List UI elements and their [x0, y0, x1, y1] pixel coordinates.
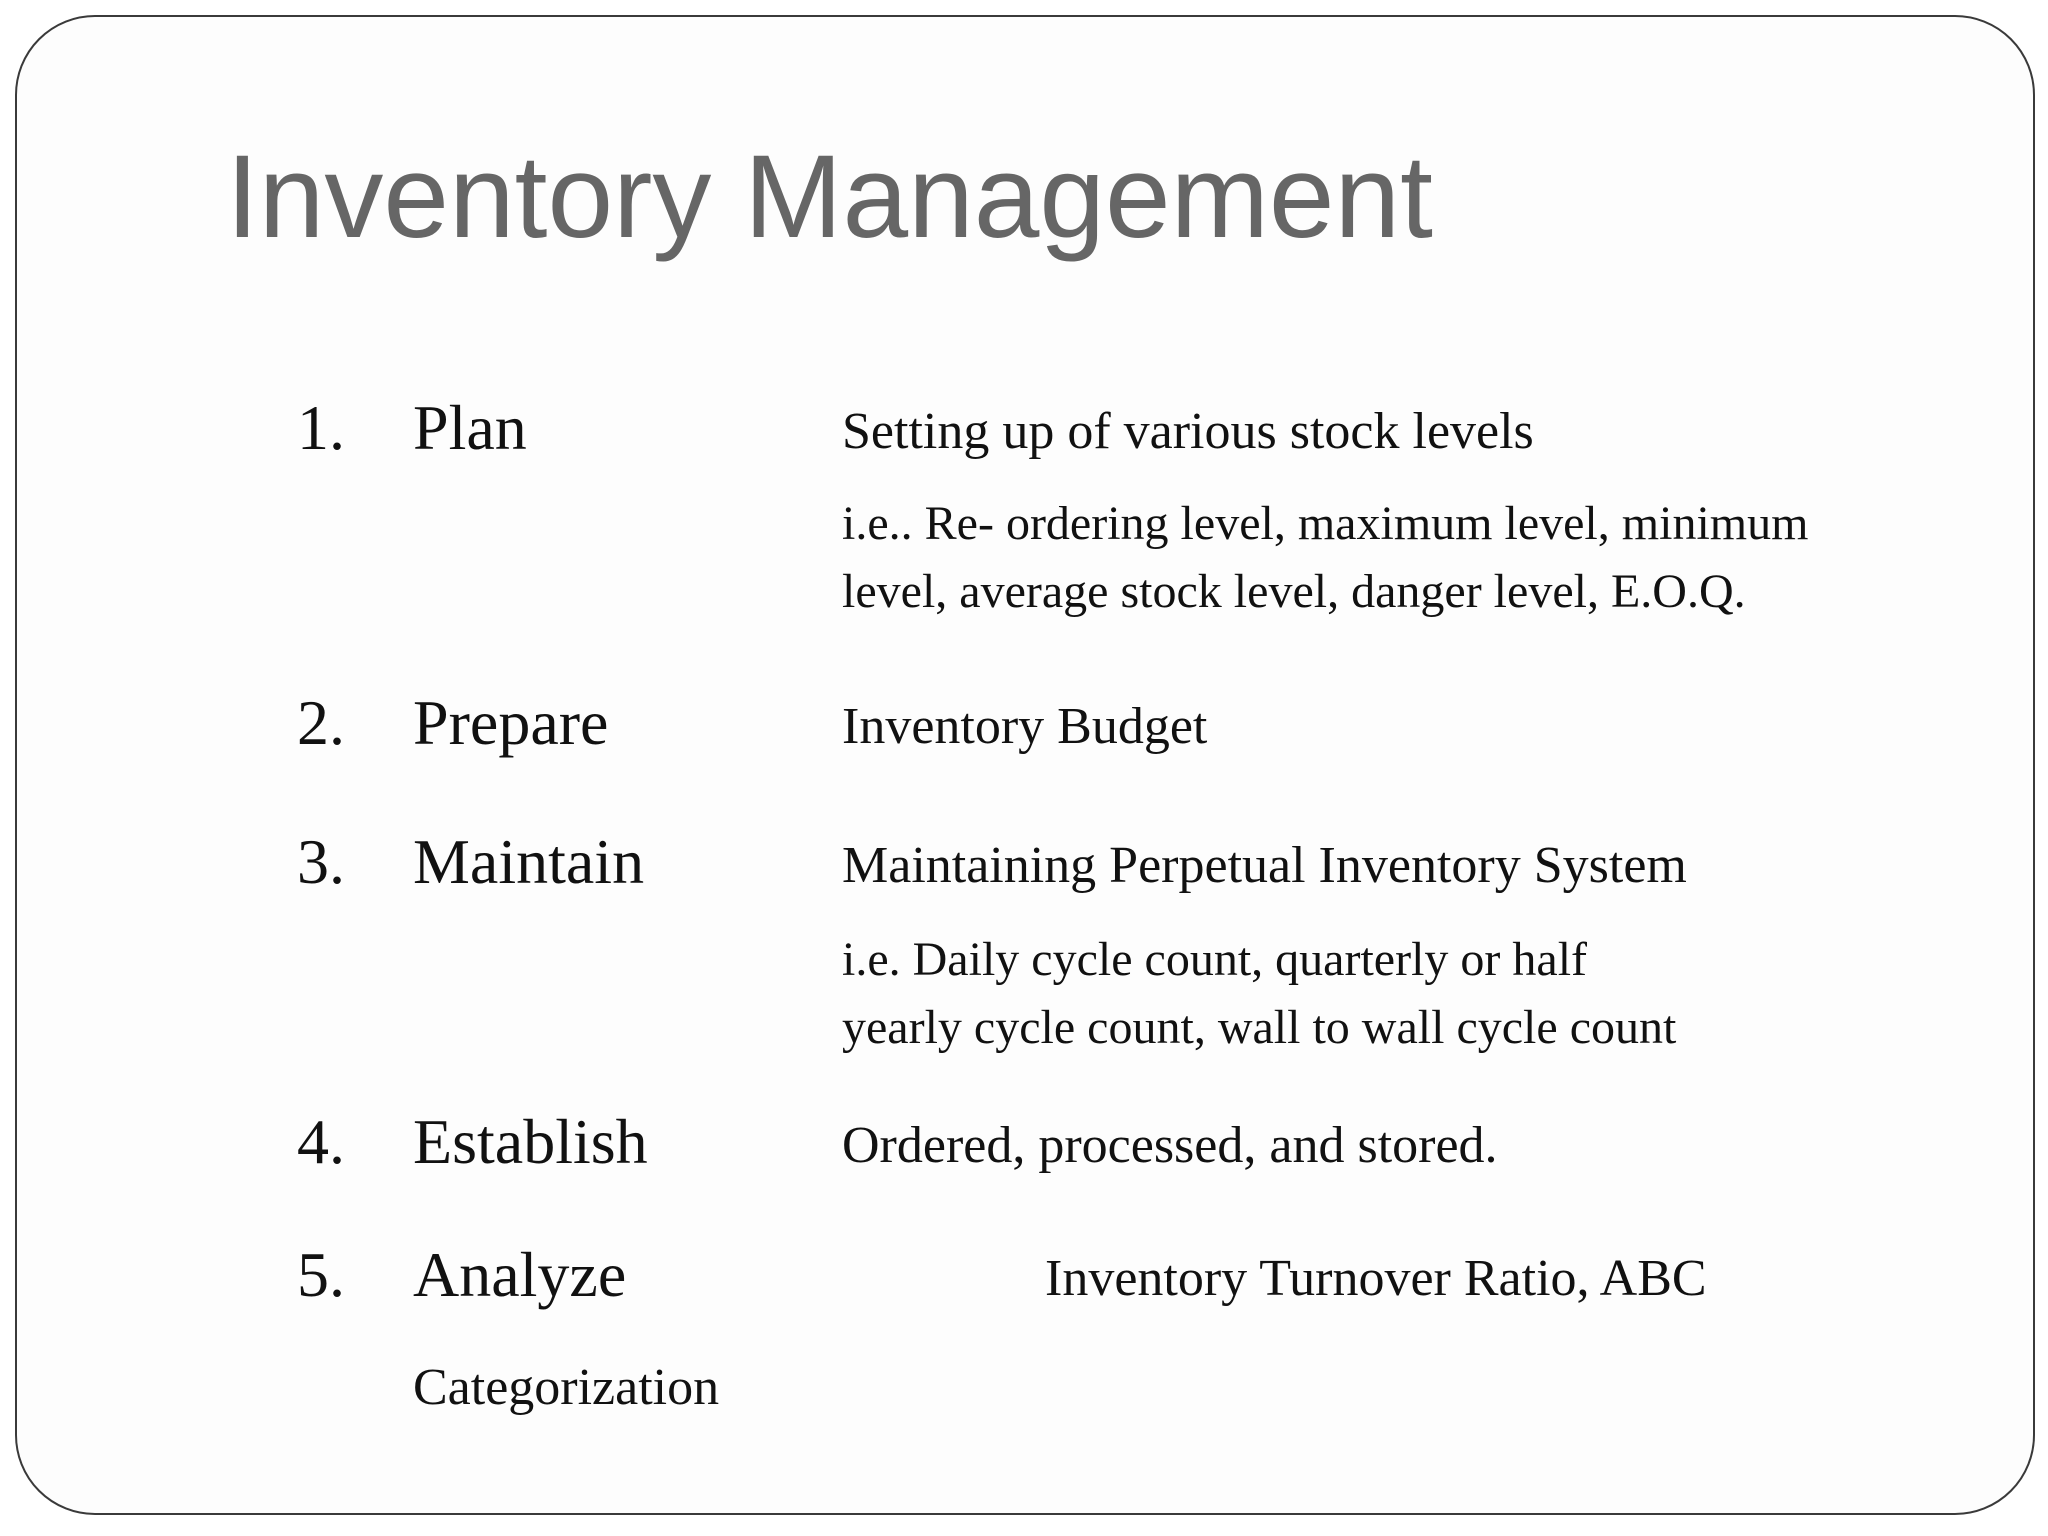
item-2-step: Prepare	[413, 687, 609, 758]
item-3-detail-2: yearly cycle count, wall to wall cycle count	[842, 1001, 1677, 1054]
item-3-description: Maintaining Perpetual Inventory System	[842, 837, 1687, 894]
item-1-detail-2: level, average stock level, danger level, E.O.Q.	[842, 565, 1746, 618]
item-2-description: Inventory Budget	[842, 698, 1208, 755]
item-4-description: Ordered, processed, and stored.	[842, 1117, 1498, 1174]
item-5-step: Analyze	[413, 1239, 627, 1310]
item-1-number: 1.	[297, 392, 345, 463]
item-1-description: Setting up of various stock levels	[842, 403, 1534, 460]
item-4-step: Establish	[413, 1106, 648, 1177]
item-3-step: Maintain	[413, 826, 645, 897]
item-5-number: 5.	[297, 1239, 345, 1310]
item-5-continuation: Categorization	[413, 1359, 720, 1416]
item-1-step: Plan	[413, 392, 527, 463]
item-1-detail-1: i.e.. Re- ordering level, maximum level, minimum	[842, 497, 1809, 550]
item-3-number: 3.	[297, 826, 345, 897]
slide-title: Inventory Management	[226, 131, 1433, 263]
item-4-number: 4.	[297, 1106, 345, 1177]
item-3-detail-1: i.e. Daily cycle count, quarterly or half	[842, 933, 1588, 986]
item-5-description: Inventory Turnover Ratio, ABC	[1045, 1250, 1707, 1307]
item-2-number: 2.	[297, 687, 345, 758]
